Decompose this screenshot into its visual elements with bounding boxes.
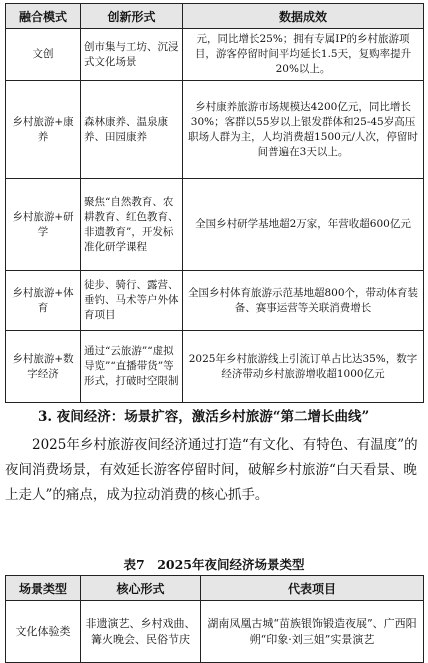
form-cell: 徒步、骑行、露营、垂钓、马术等户外体育项目 [81, 271, 183, 331]
table-header-row [6, 576, 424, 601]
effect-cell: 2025年乡村旅游线上引流订单占比达35%，数字经济带动乡村旅游增收超1000亿元 [183, 331, 424, 403]
section-paragraph: 2025年乡村旅游夜间经济通过打造“有文化、有特色、有温度”的夜间消费场景，有效延长游客停留时间，破解乡村旅游“白天看景、晚上走人”的痛点，成为拉动消费的核心抓手。 [5, 437, 418, 503]
column-header: 场景类型 [6, 576, 81, 601]
table-row [6, 271, 424, 331]
type-cell: 文化体验类 [6, 601, 81, 663]
form-cell: 创市集与工坊、沉浸式文化场景 [81, 29, 183, 81]
column-header: 代表项目 [201, 576, 424, 601]
form-cell: 聚焦“自然教育、农耕教育、红色教育、非遗教育”，开发标准化研学课程 [81, 179, 183, 271]
table-row [6, 179, 424, 271]
form-cell: 通过“云旅游”“虚拟导览”“直播带货”等形式，打破时空限制 [81, 331, 183, 403]
table-row [6, 601, 424, 663]
table-row [6, 331, 424, 403]
mode-cell: 文创 [6, 29, 81, 81]
column-header: 核心形式 [81, 576, 201, 601]
mode-cell: 乡村旅游+康养 [6, 81, 81, 179]
effect-cell: 全国乡村研学基地超2万家，年营收超600亿元 [183, 179, 424, 271]
night-economy-table [5, 575, 424, 663]
column-header: 创新形式 [81, 4, 183, 29]
effect-cell: 乡村康养旅游市场规模达4200亿元，同比增长30%；客群以55岁以上银发群体和25-45岁高压职场人群为主，人均消费超1500元/人次，停留时间普遍在3天以上。 [183, 81, 424, 179]
table-row [6, 81, 424, 179]
mode-cell: 乡村旅游+体育 [6, 271, 81, 331]
effect-cell: 元，同比增长25%；拥有专属IP的乡村旅游项目，游客停留时间平均延长1.5天，复购率提升20%以上。 [183, 29, 424, 81]
form-cell: 森林康养、温泉康养、田园康养 [81, 81, 183, 179]
table-caption: 表7 2025年夜间经济场景类型 [123, 557, 305, 572]
fusion-mode-table [5, 3, 424, 403]
section-heading: 3. 夜间经济：场景扩容，激活乡村旅游“第二增长曲线” [38, 409, 370, 425]
table-row [6, 29, 424, 81]
mode-cell: 乡村旅游+数字经济 [6, 331, 81, 403]
form-cell: 非遗演艺、乡村戏曲、篝火晚会、民俗节庆 [81, 601, 201, 663]
column-header: 融合模式 [6, 4, 81, 29]
project-cell: 湖南凤凰古城“苗族银饰锻造夜展”、广西阳朔“印象·刘三姐”实景演艺 [201, 601, 424, 663]
mode-cell: 乡村旅游+研学 [6, 179, 81, 271]
column-header: 数据成效 [183, 4, 424, 29]
effect-cell: 全国乡村体育旅游示范基地超800个，带动体育装备、赛事运营等关联消费增长 [183, 271, 424, 331]
table-header-row [6, 4, 424, 29]
